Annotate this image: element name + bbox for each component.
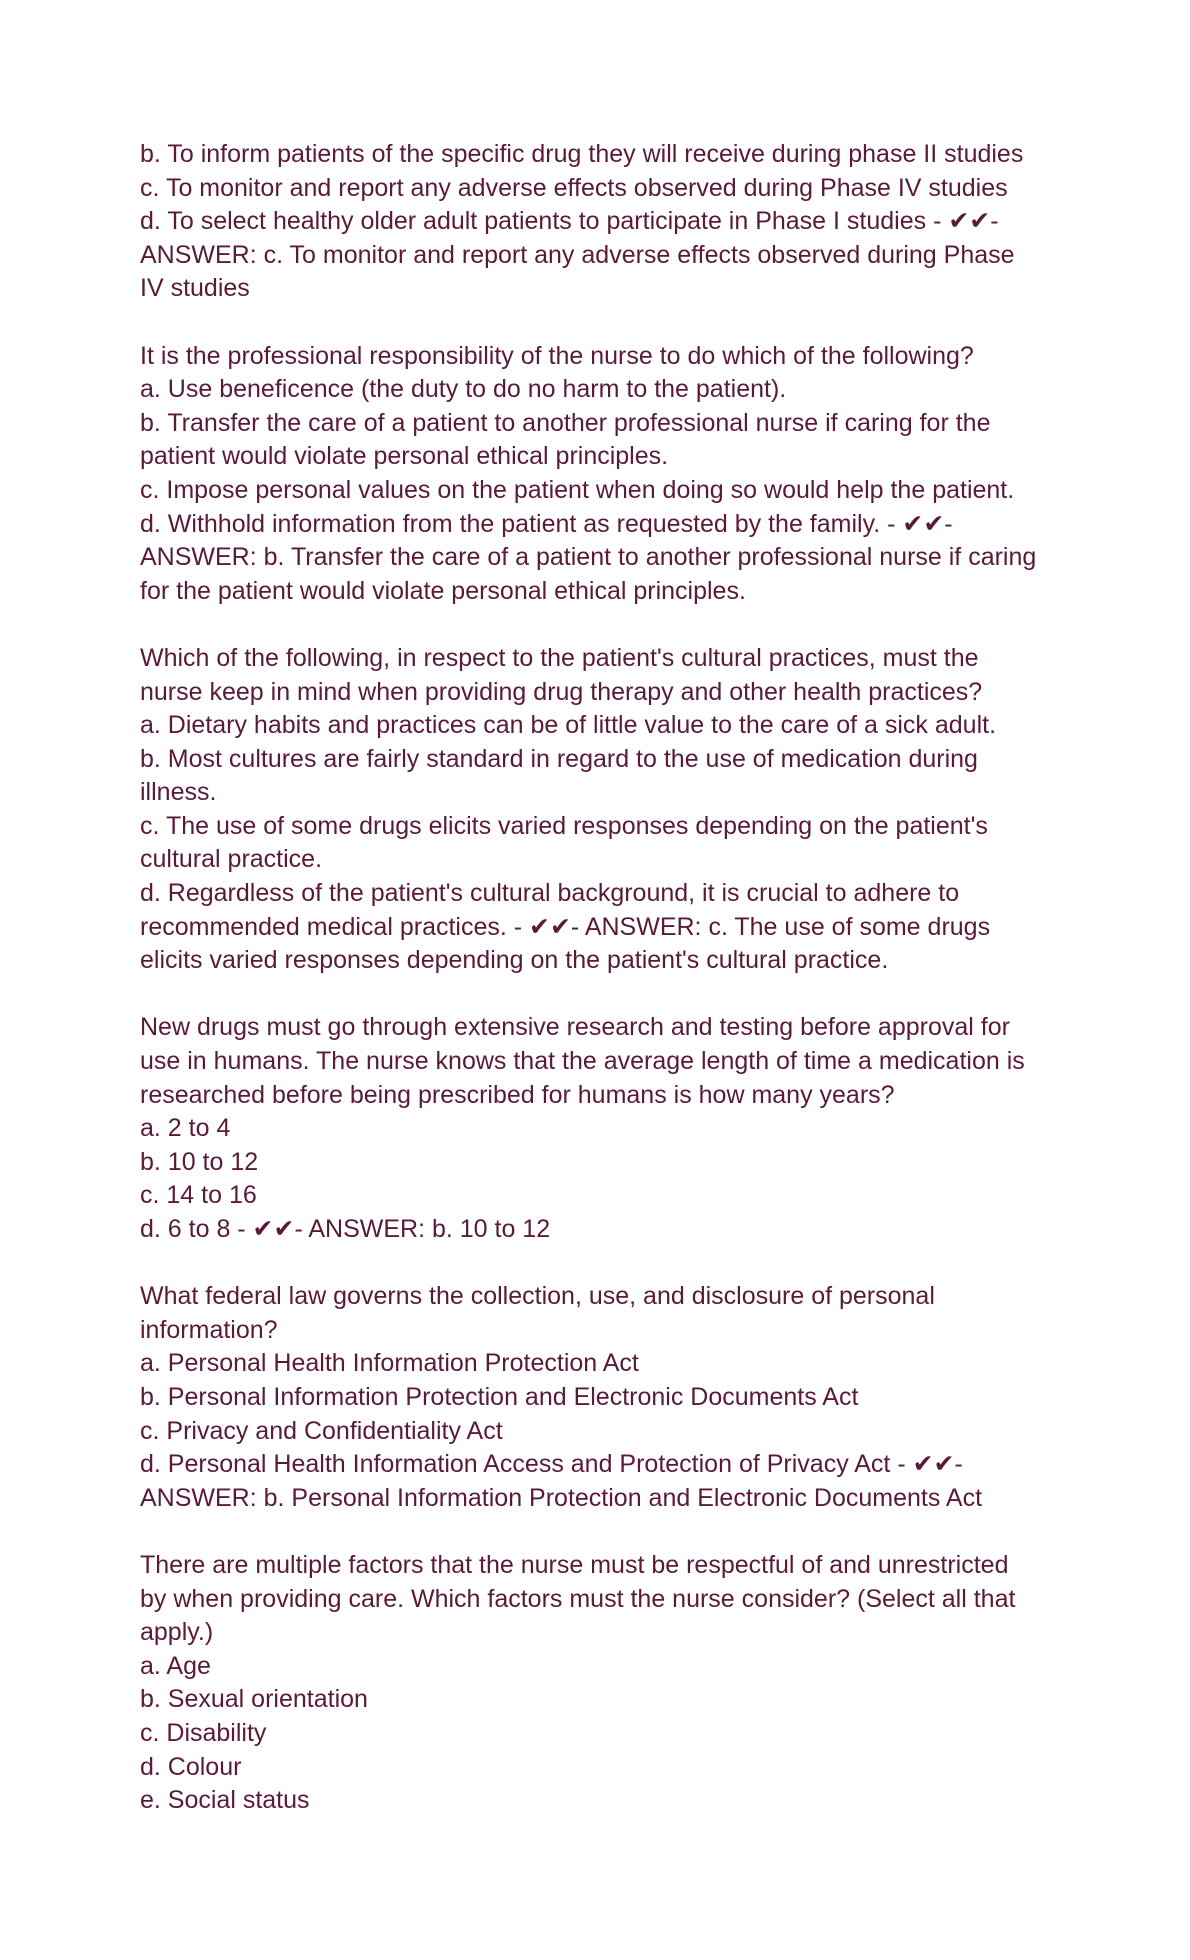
text-line: a. Age bbox=[140, 1651, 211, 1680]
question-block-4 bbox=[140, 1011, 1070, 1246]
text-line: a. Dietary habits and practices can be of little value to the care of a sick adult. bbox=[140, 711, 997, 740]
text-line: What federal law governs the collection, use, and disclosure of personal bbox=[140, 1282, 935, 1311]
text-line: b. To inform patients of the specific drug they will receive during phase II studies bbox=[140, 140, 1024, 168]
text-line: d. Regardless of the patient's cultural background, it is crucial to adhere to bbox=[140, 879, 960, 908]
question-block-6 bbox=[140, 1549, 1070, 1818]
question-block-3 bbox=[140, 642, 1070, 978]
text-line: Which of the following, in respect to the patient's cultural practices, must the bbox=[140, 643, 979, 672]
text-line: b. Sexual orientation bbox=[140, 1685, 368, 1714]
text-line: for the patient would violate personal ethical principles. bbox=[140, 576, 746, 605]
text-line: recommended medical practices. - ✔✔- ANSWER: c. The use of some drugs bbox=[140, 912, 991, 941]
question-block-1 bbox=[140, 138, 1070, 306]
text-line: by when providing care. Which factors must the nurse consider? (Select all that bbox=[140, 1584, 1016, 1613]
question-block-5 bbox=[140, 1280, 1070, 1515]
text-line: e. Social status bbox=[140, 1786, 310, 1815]
text-line: use in humans. The nurse knows that the average length of time a medication is bbox=[140, 1047, 1025, 1076]
text-line: There are multiple factors that the nurse must be respectful of and unrestricted bbox=[140, 1550, 1009, 1579]
text-line: illness. bbox=[140, 778, 217, 807]
text-line: IV studies bbox=[140, 274, 250, 303]
text-line: c. Impose personal values on the patient when doing so would help the patient. bbox=[140, 475, 1015, 504]
text-line: b. Transfer the care of a patient to another professional nurse if caring for the bbox=[140, 408, 991, 437]
text-line: a. 2 to 4 bbox=[140, 1114, 231, 1143]
question-block-2 bbox=[140, 340, 1070, 609]
text-line: elicits varied responses depending on the patient's cultural practice. bbox=[140, 946, 889, 975]
text-line: c. The use of some drugs elicits varied responses depending on the patient's bbox=[140, 811, 988, 840]
text-line: researched before being prescribed for humans is how many years? bbox=[140, 1080, 895, 1109]
text-line: d. Colour bbox=[140, 1752, 242, 1781]
text-line: It is the professional responsibility of the nurse to do which of the following? bbox=[140, 341, 974, 370]
text-line: b. 10 to 12 bbox=[140, 1147, 259, 1176]
text-line: c. To monitor and report any adverse effects observed during Phase IV studies bbox=[140, 173, 1008, 202]
text-line: c. Privacy and Confidentiality Act bbox=[140, 1416, 503, 1445]
text-line: New drugs must go through extensive research and testing before approval for bbox=[140, 1013, 1010, 1042]
text-line: d. 6 to 8 - ✔✔- ANSWER: b. 10 to 12 bbox=[140, 1215, 551, 1243]
text-line: d. To select healthy older adult patients to participate in Phase I studies - ✔✔- bbox=[140, 207, 999, 236]
text-line: c. 14 to 16 bbox=[140, 1181, 257, 1210]
document-page bbox=[140, 138, 1070, 1851]
text-line: ANSWER: b. Transfer the care of a patient to another professional nurse if caring bbox=[140, 543, 1037, 572]
text-line: apply.) bbox=[140, 1618, 214, 1647]
text-line: information? bbox=[140, 1315, 278, 1344]
text-line: d. Withhold information from the patient as requested by the family. - ✔✔- bbox=[140, 509, 953, 538]
text-line: a. Personal Health Information Protection Act bbox=[140, 1349, 639, 1378]
text-line: nurse keep in mind when providing drug therapy and other health practices? bbox=[140, 677, 983, 706]
text-line: ANSWER: c. To monitor and report any adverse effects observed during Phase bbox=[140, 240, 1015, 269]
text-line: patient would violate personal ethical principles. bbox=[140, 442, 669, 471]
text-line: b. Personal Information Protection and Electronic Documents Act bbox=[140, 1382, 859, 1411]
text-line: b. Most cultures are fairly standard in regard to the use of medication during bbox=[140, 744, 978, 773]
text-line: ANSWER: b. Personal Information Protection and Electronic Documents Act bbox=[140, 1483, 983, 1512]
text-line: c. Disability bbox=[140, 1718, 267, 1747]
text-line: d. Personal Health Information Access and Protection of Privacy Act - ✔✔- bbox=[140, 1450, 963, 1479]
text-line: cultural practice. bbox=[140, 845, 323, 874]
text-line: a. Use beneficence (the duty to do no harm to the patient). bbox=[140, 375, 787, 404]
